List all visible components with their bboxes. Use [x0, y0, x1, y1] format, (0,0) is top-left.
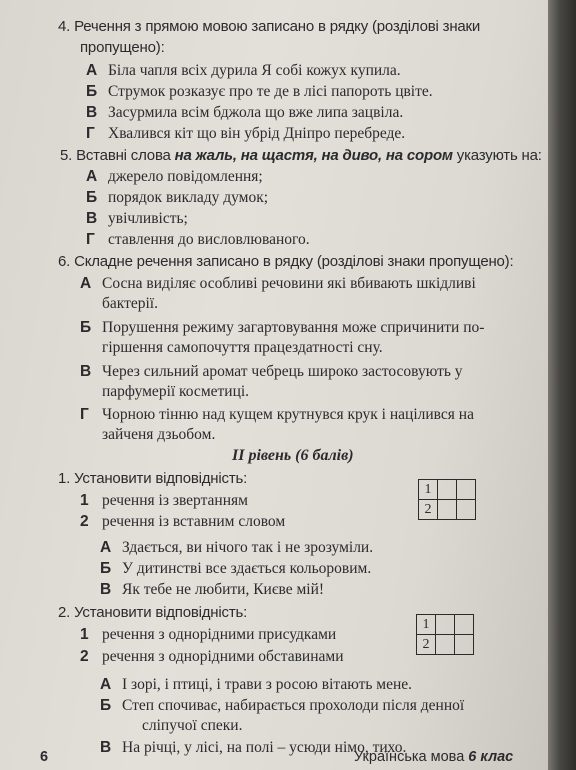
- match2-item-1: 1 речення з однорідними присудками: [80, 626, 337, 643]
- match1-option-a: А Здається, ви нічого так і не зрозуміли.: [100, 539, 374, 556]
- match1-option-b: Б У дитинстві все здається кольоровим.: [100, 560, 372, 577]
- match2-option-b: Б Степ спочиває, набирається прохолоди після денної: [100, 697, 465, 714]
- q4-option-v: В Засурмила всім бджола що вже липа зацвіла.: [86, 104, 404, 121]
- match2-grid-row1-label: 1: [417, 615, 436, 635]
- q5-title: 5. Вставні слова на жаль, на щастя, на диво, на сором указують на:: [60, 147, 542, 164]
- q4-option-b: Б Струмок розказує про те де в лісі папороть цвіте.: [86, 83, 433, 100]
- q6-option-a-cont: бактерії.: [102, 295, 158, 312]
- q6-option-g: Г Чорною тінню над кущем крутнувся крук і націлився на: [80, 406, 474, 423]
- q4-option-a: А Біла чапля всіх дурила Я собі кожух купила.: [86, 62, 401, 79]
- match2-option-a: А І зорі, і птиці, і трави з росою вітають мене.: [100, 676, 413, 693]
- book-spine-shadow: [548, 0, 576, 770]
- match1-answer-grid[interactable]: [418, 479, 476, 520]
- match1-grid-cell[interactable]: [457, 480, 476, 500]
- q6-option-g-cont: зайченя дзьобом.: [102, 426, 216, 443]
- footer-grade: 6 клас: [468, 749, 514, 765]
- match2-option-v: В На річці, у лісі, на полі – усюди німо, тихо.: [100, 739, 407, 756]
- q5-option-g: Г ставлення до висловлюваного.: [86, 231, 310, 248]
- q6-option-v: В Через сильний аромат чебрець широко застосовують у: [80, 363, 463, 380]
- match2-grid-row2-label: 2: [417, 635, 436, 655]
- q6-option-a: А Сосна виділяє особливі речовини які вбивають шкідливі: [80, 275, 476, 292]
- page-number: 6: [40, 749, 49, 765]
- q6-title: 6. Складне речення записано в рядку (розділові знаки пропущено):: [58, 253, 514, 270]
- q6-option-b-cont: гіршення самопочуття працездатності сну.: [102, 339, 383, 356]
- match2-option-b-cont: сліпучої спеки.: [142, 717, 243, 734]
- match1-option-v: В Як тебе не любити, Києве мій!: [100, 581, 325, 598]
- match2-grid-cell[interactable]: [455, 635, 474, 655]
- match1-item-2: 2 речення із вставним словом: [80, 513, 286, 530]
- match2-title: 2. Установити відповідність:: [58, 604, 248, 621]
- level-heading: ІІ рівень (6 балів): [232, 447, 354, 464]
- match2-grid-cell[interactable]: [436, 635, 455, 655]
- q4-option-g: Г Хвалився кіт що він убрід Дніпро перебреде.: [86, 125, 406, 142]
- q5-parenthetical-words: на жаль, на щастя, на диво, на сором: [174, 147, 453, 164]
- match1-grid-cell[interactable]: [438, 480, 457, 500]
- q5-option-b: Б порядок викладу думок;: [86, 189, 269, 206]
- match1-grid-cell[interactable]: [457, 500, 476, 520]
- match1-grid-row1-label: 1: [419, 480, 438, 500]
- match2-grid-cell[interactable]: [436, 615, 455, 635]
- q5-option-v: В увічливість;: [86, 210, 188, 227]
- footer-subject: Українська мова 6 клас: [354, 749, 514, 765]
- match1-grid-cell[interactable]: [438, 500, 457, 520]
- match2-item-2: 2 речення з однорідними обставинами: [80, 648, 344, 665]
- match1-item-1: 1 речення із звертанням: [80, 492, 248, 509]
- match1-grid-row2-label: 2: [419, 500, 438, 520]
- match2-answer-grid[interactable]: [416, 614, 474, 655]
- q5-option-a: А джерело повідомлення;: [86, 168, 263, 185]
- q4-title: 4. Речення з прямою мовою записано в рядку (розділові знаки: [58, 18, 481, 35]
- q6-option-b: Б Порушення режиму загартовування може спричинити по-: [80, 319, 485, 336]
- match2-grid-cell[interactable]: [455, 615, 474, 635]
- match1-title: 1. Установити відповідність:: [58, 470, 248, 487]
- q4-title-cont: пропущено):: [80, 39, 165, 56]
- q6-option-v-cont: парфумерії косметиці.: [102, 383, 250, 400]
